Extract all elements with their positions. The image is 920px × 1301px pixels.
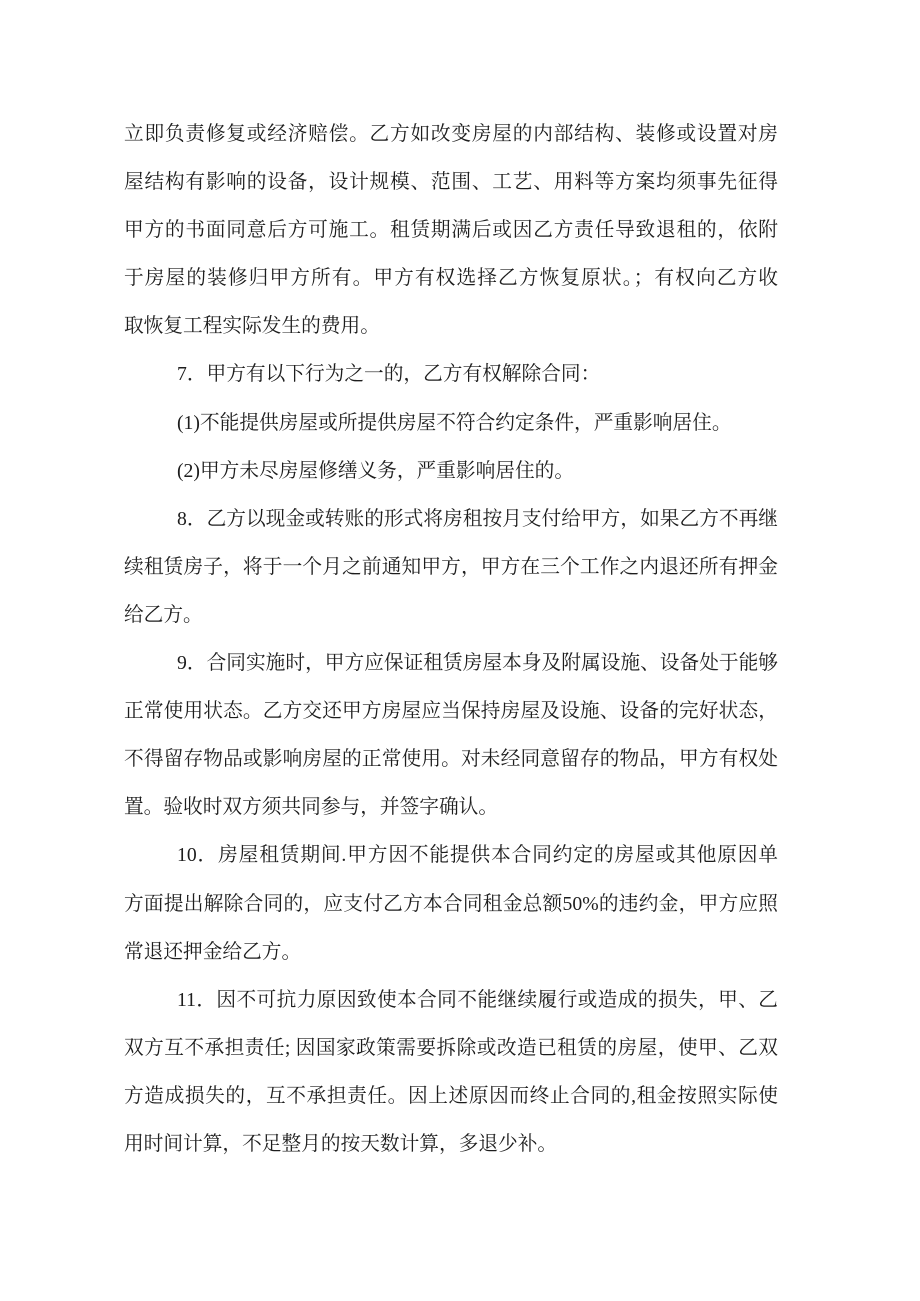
contract-text-line: 11．因不可抗力原因致使本合同不能继续履行或造成的损失，甲、乙 (177, 988, 778, 1011)
contract-text-line: 甲方的书面同意后方可施工。租赁期满后或因乙方责任导致退租的，依附 (124, 219, 778, 242)
contract-text-line: 8．乙方以现金或转账的形式将房租按月支付给甲方，如果乙方不再继 (177, 507, 778, 530)
contract-paragraph-clause10 (124, 831, 778, 975)
contract-text-line: 置。验收时双方须共同参与，并签字确认。 (124, 796, 499, 819)
contract-text-line: 用时间计算，不足整月的按天数计算，多退少补。 (124, 1132, 558, 1155)
contract-text-line: 立即负责修复或经济赔偿。乙方如改变房屋的内部结构、装修或设置对房 (124, 123, 778, 145)
contract-paragraph-clause8 (124, 495, 778, 639)
contract-text-line: 9．合同实施时，甲方应保证租赁房屋本身及附属设施、设备处于能够 (177, 652, 778, 675)
contract-text-line: 不得留存物品或影响房屋的正常使用。对未经同意留存的物品，甲方有权处 (124, 748, 778, 771)
contract-text-line: 于房屋的装修归甲方所有。甲方有权选择乙方恢复原状。；有权向乙方收 (124, 267, 778, 290)
contract-text-line: (2)甲方未尽房屋修缮义务，严重影响居住的。 (177, 459, 575, 482)
contract-text-line: (1)不能提供房屋或所提供房屋不符合约定条件，严重影响居住。 (177, 411, 732, 434)
contract-paragraph-clause11 (124, 976, 778, 1168)
contract-text-line: 方造成损失的，互不承担责任。因上述原因而终止合同的,租金按照实际使 (124, 1084, 778, 1107)
contract-text-line: 双方互不承担责任; 因国家政策需要拆除或改造已租赁的房屋，使甲、乙双 (124, 1036, 778, 1059)
contract-paragraph-clause7-item2 (124, 447, 778, 495)
contract-paragraph-clause6-continuation (124, 110, 778, 350)
contract-paragraph-clause9 (124, 639, 778, 831)
contract-text-line: 7．甲方有以下行为之一的，乙方有权解除合同： (177, 363, 601, 386)
contract-text-line: 取恢复工程实际发生的费用。 (124, 315, 380, 338)
contract-text-line: 常退还押金给乙方。 (124, 940, 302, 963)
contract-text-line: 10．房屋租赁期间.甲方因不能提供本合同约定的房屋或其他原因单 (177, 844, 778, 867)
contract-text-line: 屋结构有影响的设备，设计规模、范围、工艺、用料等方案均须事先征得 (124, 171, 778, 194)
contract-text-line: 方面提出解除合同的，应支付乙方本合同租金总额50%的违约金，甲方应照 (124, 892, 778, 915)
contract-paragraph-clause7-item1 (124, 399, 778, 447)
contract-paragraph-clause7 (124, 350, 778, 398)
contract-text-line: 续租赁房子，将于一个月之前通知甲方，甲方在三个工作之内退还所有押金 (124, 555, 778, 578)
contract-text-line: 正常使用状态。乙方交还甲方房屋应当保持房屋及设施、设备的完好状态， (124, 700, 778, 723)
contract-text-line: 给乙方。 (124, 603, 203, 626)
